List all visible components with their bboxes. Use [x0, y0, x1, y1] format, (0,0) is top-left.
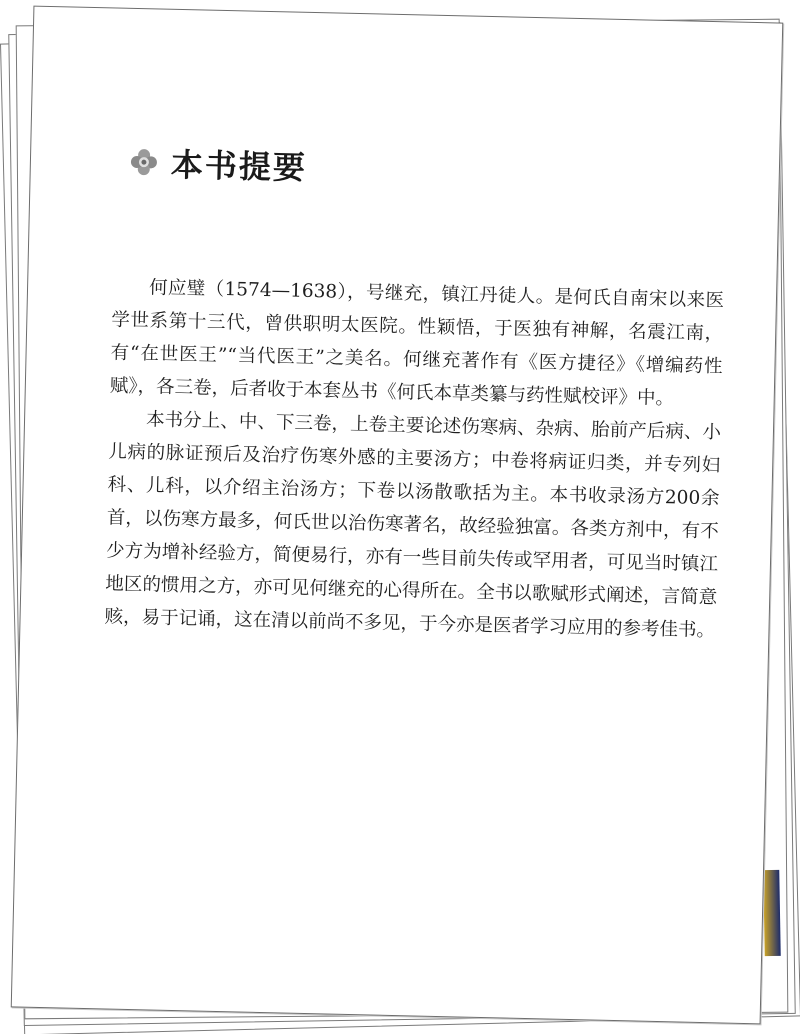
book-page: [11, 6, 784, 1025]
section-heading: [128, 139, 307, 189]
paragraph: 本书分上、中、下三卷，上卷主要论述伤寒病、杂病、胎前产后病、小儿病的脉证预后及治疗伤寒外感的主要汤方；中卷将病证归类，并专列妇科、儿科，以介绍主治汤方；下卷以汤散歌括为主。本书收录汤方200余首，以伤寒方最多，何氏世以治伤寒著名，故经验独富。各类方剂中，有不少方为增补经验方，简便易行，亦有一些目前失传或罕用者，可见当时镇江地区的惯用之方，亦可见何继充的心得所在。全书以歌赋形式阐述，言简意赅，易于记诵，这在清以前尚不多见，于今亦是医者学习应用的参考佳书。: [104, 409, 722, 642]
book-spine: [763, 870, 780, 956]
page-title: 本书提要: [170, 145, 308, 187]
summary-text: [104, 270, 724, 647]
flower-emblem-icon: [129, 147, 160, 178]
paragraph: 何应璧（1574—1638），号继充，镇江丹徒人。是何氏自南宋以来医学世系第十三代，曾供职明太医院。性颖悟，于医独有神解，名震江南，有“在世医王”“当代医王”之美名。何继充著作有《医方捷径》《增编药性赋》，各三卷，后者收于本套丛书《何氏本草类纂与药性赋校评》中。: [109, 277, 725, 410]
